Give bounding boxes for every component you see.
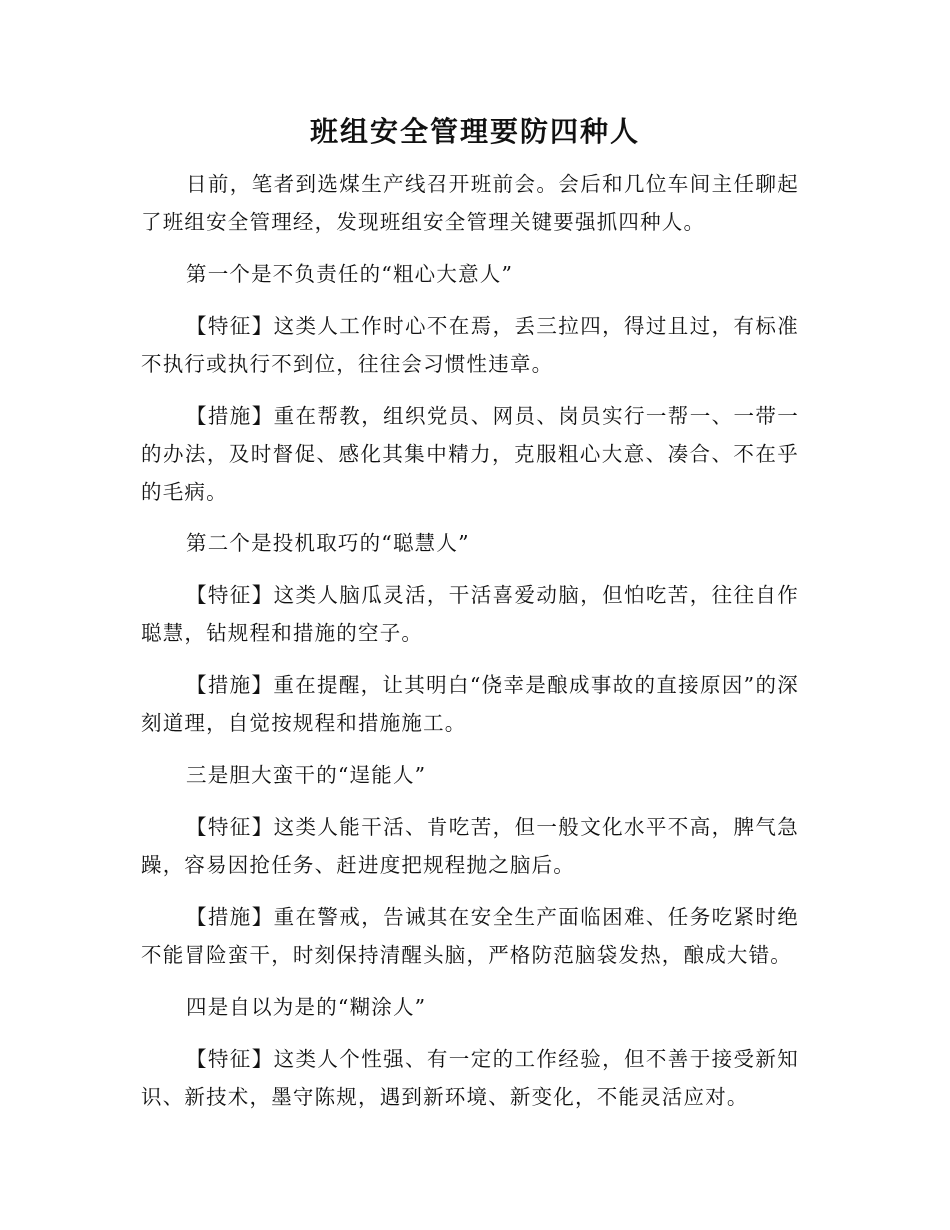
- paragraph-type-1-feature: 【特征】这类人工作时心不在焉，丢三拉四，得过且过，有标准不执行或执行不到位，往往会习惯性违章。: [141, 314, 799, 376]
- paragraph-type-1-measure: 【措施】重在帮教，组织党员、网员、岗员实行一帮一、一带一的办法，及时督促、感化其集中精力，克服粗心大意、凑合、不在乎的毛病。: [141, 404, 799, 504]
- heading-type-3: 三是胆大蛮干的“逞能人”: [186, 763, 427, 787]
- paragraph-type-3-measure: 【措施】重在警戒，告诫其在安全生产面临困难、任务吃紧时绝不能冒险蛮干，时刻保持清醒头脑，严格防范脑袋发热，酿成大错。: [141, 905, 799, 967]
- paragraph-type-2-measure: 【措施】重在提醒，让其明白“侥幸是酿成事故的直接原因”的深刻道理，自觉按规程和措施施工。: [141, 673, 799, 735]
- paragraph-type-4-feature: 【特征】这类人个性强、有一定的工作经验，但不善于接受新知识、新技术，墨守陈规，遇到新环境、新变化，不能灵活应对。: [141, 1047, 799, 1109]
- paragraph-intro: 日前，笔者到选煤生产线召开班前会。会后和几位车间主任聊起了班组安全管理经，发现班组安全管理关键要强抓四种人。: [141, 172, 799, 234]
- paragraph-type-3-feature: 【特征】这类人能干活、肯吃苦，但一般文化水平不高，脾气急躁，容易因抢任务、赶进度把规程抛之脑后。: [141, 815, 799, 877]
- document-title: 班组安全管理要防四种人: [309, 115, 640, 148]
- heading-type-4: 四是自以为是的“糊涂人”: [186, 995, 427, 1019]
- paragraph-type-2-feature: 【特征】这类人脑瓜灵活，干活喜爱动脑，但怕吃苦，往往自作聪慧，钻规程和措施的空子。: [141, 583, 799, 645]
- heading-type-1: 第一个是不负责任的“粗心大意人”: [186, 262, 514, 286]
- heading-type-2: 第二个是投机取巧的“聪慧人”: [186, 531, 470, 555]
